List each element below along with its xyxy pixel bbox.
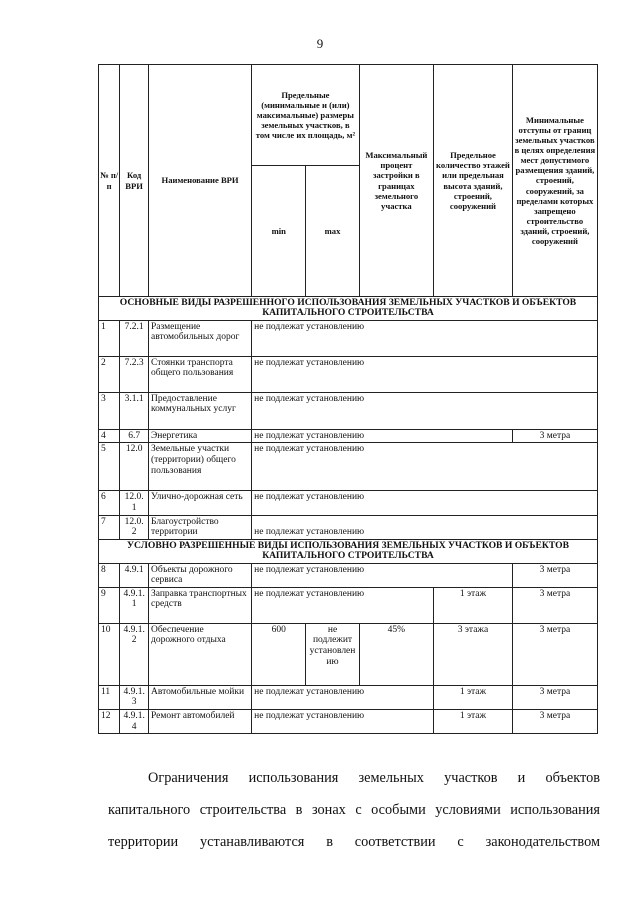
table-row: 5 12.0 Земельные участки (территории) общего пользования не подлежат установлению (99, 443, 598, 491)
regulations-table (98, 64, 598, 734)
table-row: 10 4.9.1.2 Обеспечение дорожного отдыха 600 не подлежит установлению 45% 3 этажа 3 метра (99, 623, 598, 685)
header-max: max (306, 166, 359, 297)
table-row: 4 6.7 Энергетика не подлежат установлению 3 метра (99, 429, 598, 443)
header-min: min (252, 166, 306, 297)
paragraph-line: территории устанавливаются в соответствии с законодательством (108, 834, 600, 850)
table-row: 3 3.1.1 Предоставление коммунальных услуг не подлежат установлению (99, 392, 598, 429)
section-conditional-uses: УСЛОВНО РАЗРЕШЕННЫЕ ВИДЫ ИСПОЛЬЗОВАНИЯ ЗЕМЕЛЬНЫХ УЧАСТКОВ И ОБЪЕКТОВ КАПИТАЛЬНОГО СТРОИТЕЛЬСТВА (99, 539, 598, 563)
header-floors: Предельное количество этажей или предельная высота зданий, строений, сооружений (434, 65, 513, 297)
header-num: № п/п (99, 65, 120, 297)
restrictions-paragraph (108, 762, 600, 858)
table-row: 11 4.9.1.3 Автомобильные мойки не подлежат установлению 1 этаж 3 метра (99, 685, 598, 709)
header-setback: Минимальные отступы от границ земельных участков в целях определения мест допустимого размещения зданий, строений, сооружений, за пределами которых запрещено строительство зданий, строений, сооружений (512, 65, 597, 297)
table-row: 12 4.9.1.4 Ремонт автомобилей не подлежат установлению 1 этаж 3 метра (99, 710, 598, 734)
table-row: 9 4.9.1.1 Заправка транспортных средств не подлежат установлению 1 этаж 3 метра (99, 587, 598, 623)
table-row: 1 7.2.1 Размещение автомобильных дорог не подлежат установлению (99, 320, 598, 356)
table-row: 2 7.2.3 Стоянки транспорта общего пользования не подлежат установлению (99, 356, 598, 392)
header-percent: Максимальный процент застройки в границах земельного участка (359, 65, 433, 297)
table-row: 7 12.0.2 Благоустройство территории не подлежат установлению (99, 515, 598, 539)
header-code: Код ВРИ (120, 65, 149, 297)
header-sizes: Предельные (минимальные и (или) максимальные) размеры земельных участков, в том числе их площадь, м² (252, 65, 359, 166)
section-main-uses: ОСНОВНЫЕ ВИДЫ РАЗРЕШЕННОГО ИСПОЛЬЗОВАНИЯ ЗЕМЕЛЬНЫХ УЧАСТКОВ И ОБЪЕКТОВ КАПИТАЛЬНОГО СТРОИТЕЛЬСТВА (99, 297, 598, 321)
paragraph-line: Ограничения использования земельных участков и объектов (148, 770, 600, 786)
paragraph-line: капитального строительства в зонах с особыми условиями использования (108, 802, 600, 818)
table-row: 8 4.9.1 Объекты дорожного сервиса не подлежат установлению 3 метра (99, 563, 598, 587)
header-name: Наименование ВРИ (148, 65, 251, 297)
table-row: 6 12.0.1 Улично-дорожная сеть не подлежат установлению (99, 491, 598, 515)
page-number: 9 (316, 36, 324, 51)
